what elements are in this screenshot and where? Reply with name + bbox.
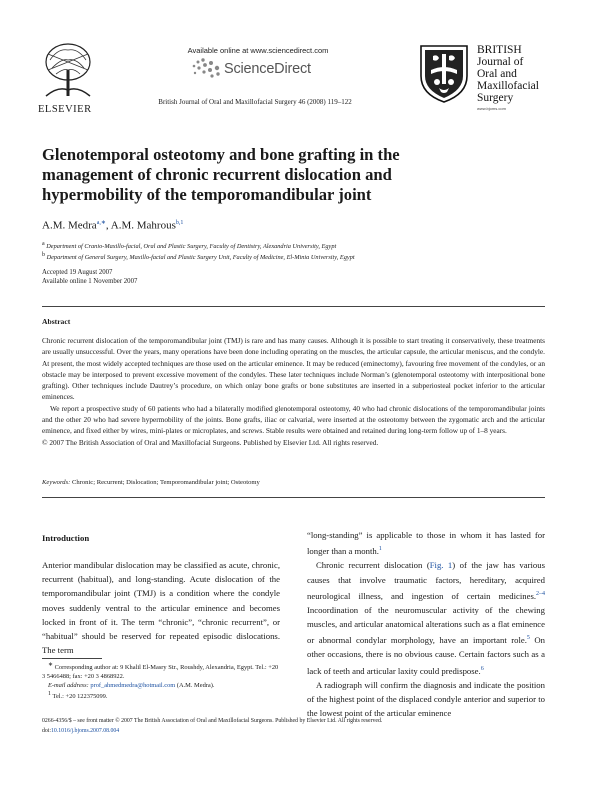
paragraph-text: Incoordination of the neuromuscular activity of the chewing muscles, and articular anatomical alterations such as a flat eminence or abnormal condylar morphology, have an important role. [307, 604, 545, 646]
keywords-label: Keywords: [42, 479, 71, 486]
corresponding-author-footnote [42, 661, 280, 681]
article-title: Glenotemporal osteotomy and bone grafting in the management of chronic recurrent dislocation and hypermobility of the temporomandibular joint [42, 145, 400, 204]
email-footnote [42, 681, 280, 690]
affiliation-text: Department of General Surgery, Maxillo-facial and Plastic Surgery Unit, Faculty of Medicine, El-Minia University, Egypt [46, 254, 355, 262]
affiliation-mark: b [42, 252, 45, 258]
sciencedirect-logo [190, 56, 340, 82]
intro-right-column [307, 528, 545, 720]
journal-url[interactable]: www.bjoms.com [477, 106, 506, 111]
citation-ref[interactable]: 5 [526, 635, 530, 642]
footnote-mark: ∗ [48, 662, 54, 668]
telephone-footnote [42, 690, 280, 701]
journal-logo-line-2: Journal of [477, 56, 524, 68]
journal-logo-text [477, 44, 539, 111]
footnote-text: Tel.: +20 122375099. [52, 693, 108, 701]
accepted-date: Accepted 19 August 2007 [42, 269, 113, 276]
paragraph-text: ) of the jaw has various causes that involve traumatic factors, hereditary, acquired neurological illness, and ingestion of certain medicines. [307, 560, 545, 601]
paragraph-text: On other occasions, there is no obvious cause. Certain factors such as a lack of teeth and articular laxity could predispose. [307, 635, 545, 676]
journal-logo-line-4: Maxillofacial [477, 80, 539, 92]
paragraph-text: Chronic recurrent dislocation ( [316, 560, 430, 571]
author-affiliation-mark[interactable]: a,∗ [96, 220, 106, 226]
footnote-mark: 1 [48, 691, 51, 698]
elsevier-wordmark: ELSEVIER [38, 104, 92, 115]
affiliation-a [42, 241, 512, 250]
journal-logo [415, 42, 555, 122]
available-online-text: Available online at www.sciencedirect.com [187, 46, 329, 55]
citation-ref[interactable]: 6 [480, 665, 484, 672]
author-name: A.M. Medra [42, 219, 97, 232]
available-online-date: Available online 1 November 2007 [42, 278, 138, 285]
email-label: E-mail address: [48, 682, 89, 690]
divider [42, 497, 545, 498]
elsevier-logo [38, 40, 98, 115]
sciencedirect-dots-icon [190, 56, 224, 80]
sciencedirect-wordmark: ScienceDirect [224, 61, 311, 77]
footnotes [42, 661, 280, 701]
abstract-paragraph-2: We report a prospective study of 60 patients who had a bilaterally modified glenotemporal osteotomy, 40 who had chronic dislocations of the temporomandibular joints and the other 20 who had severe hypermobility of the joints. Bone grafts, iliac or calvarial, were inserted at the osteotomy between the zygomatic arch and the articular eminence, and fixed either by wires, mini-plates or microplates, and screws. Stable results were obtained and retained during long-term follow up of 1–8 years. [42, 403, 545, 436]
abstract-body [42, 335, 545, 448]
citation-ref[interactable]: 1 [378, 546, 382, 553]
affiliation-b [42, 252, 512, 261]
intro-left-column [42, 558, 280, 657]
affiliation-text: Department of Cranio-Maxillo-facial, Oral and Plastic Surgery, Faculty of Dentistry, Alexandria University, Egypt [46, 243, 337, 251]
abstract-copyright: © 2007 The British Association of Oral and Maxillofacial Surgeons. Published by Elsevier Ltd. All rights reserved. [42, 437, 379, 447]
intro-paragraph-3 [307, 558, 545, 677]
doi-link[interactable]: 10.1016/j.bjoms.2007.08.004 [51, 728, 120, 734]
journal-logo-line-5: Surgery [477, 92, 514, 104]
intro-paragraph-4: A radiograph will confirm the diagnosis and indicate the position of the highest point of the displaced condyle anterior and superior to the lowest point of the articular eminence [307, 679, 545, 718]
citation-ref[interactable]: 2–4 [536, 590, 545, 597]
keywords-list: Chronic; Recurrent; Dislocation; Temporomandibular joint; Osteotomy [71, 479, 260, 486]
author-separator: , [105, 219, 111, 232]
abstract-paragraph-1: Chronic recurrent dislocation of the temporomandibular joint (TMJ) is rare and has many causes. Although it is possible to start treating it conservatively, these treatments are usually unsuccessful. Over the years, many operations have been done including operating on the muscles, the articular capsule, the articular meniscus, and the condyle. At present, the most widely accepted techniques are those used on the articular eminence. It may be reduced (eminectomy), favouring free movement of the condyles, or an obstacle may be interposed to prevent excessive movement of the condyles. These later techniques include Norman’s (glenotemporal osteotomy with interpositional bone grafting). Other techniques include Dautrey’s procedure, on which onlay bone grafts or bone substitutes are inserted in a subperiosteal pocket inferior to the articular eminences. [42, 336, 545, 402]
introduction-heading: Introduction [42, 533, 90, 543]
paragraph-text: “long-standing” is applicable to those in whom it has lasted for longer than a month. [307, 530, 545, 557]
journal-logo-line-3: Oral and [477, 68, 517, 80]
doi-label: doi: [42, 728, 52, 734]
affiliation-mark: a [42, 241, 45, 247]
footnote-text: Corresponding author at: 9 Khalil El-Masry Str., Roushdy, Alexandria, Egypt. Tel.: +20 3 5466488; fax: +20 3 4868922. [42, 664, 279, 681]
intro-paragraph-2 [307, 528, 545, 558]
elsevier-tree-icon [38, 40, 98, 98]
doi-line [42, 726, 552, 736]
journal-crest-icon [415, 42, 473, 104]
author-name: A.M. Mahrous [110, 219, 176, 232]
issn-line: 0266-4356/$ – see front matter © 2007 The British Association of Oral and Maxillofacial Surgeons. Published by Elsevier Ltd. All rights reserved. [42, 718, 383, 724]
journal-logo-line-1: BRITISH [477, 44, 522, 56]
keywords [42, 479, 260, 486]
email-owner: (A.M. Medra). [176, 682, 215, 690]
author-list [42, 219, 183, 232]
footer [42, 716, 552, 736]
journal-citation: British Journal of Oral and Maxillofacial Surgery 46 (2008) 119–122 [158, 98, 352, 106]
author-affiliation-mark[interactable]: b,1 [175, 220, 184, 226]
divider [42, 306, 545, 307]
email-link[interactable]: prof_ahmedmedra@hotmail.com [90, 682, 176, 690]
footnote-rule [42, 658, 102, 659]
figure-link[interactable]: Fig. 1 [429, 560, 453, 571]
abstract-heading: Abstract [42, 317, 71, 326]
intro-paragraph-1: Anterior mandibular dislocation may be classified as acute, chronic, recurrent (habitual), and long-standing. Acute dislocation of the temporomandibular joint (TMJ) is a condition where the condyle moves suddenly ventral to the articular eminence and becomes locked in front of it. The term “chronic”, “chronic recurrent”, or “habitual” should be reserved for repeated episodic dislocations. The term [42, 560, 280, 656]
